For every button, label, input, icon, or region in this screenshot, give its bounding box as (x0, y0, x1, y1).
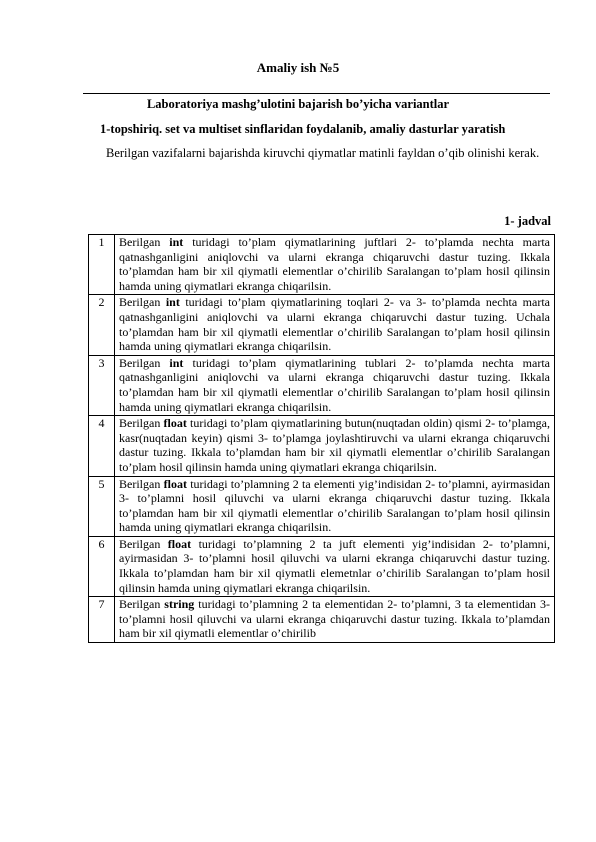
variants-table (88, 234, 555, 643)
row-description (115, 355, 555, 415)
row-description (115, 536, 555, 596)
row-description (115, 416, 555, 476)
row-type-keyword: string (164, 597, 195, 612)
row-text-start: Berilgan (119, 476, 164, 491)
table-row (89, 235, 555, 295)
row-text-start: Berilgan (119, 355, 170, 370)
row-description (115, 597, 555, 643)
row-type-keyword: int (169, 235, 184, 249)
row-text: turidagi to’plam qiymatlarining butun(nuqtadan oldin) qismi 2- to’plamga, kasr(nuqtadan keyin) qismi 3- to’plamga joylashtiruvchi va ularni ekranga chiqaruvchi dastur tuzing. Ikkala to’plamdan ham bir xil qiymatli elementlar o’chirilib Saralangan to’plam hosil qilinsin hamda uning qiymatlari ekranga chiqarilsin. (119, 416, 550, 474)
table-row (89, 597, 555, 643)
row-type-keyword: float (163, 416, 187, 431)
table-row (89, 416, 555, 476)
table-caption: 1- jadval (504, 214, 551, 228)
row-text-start: Berilgan (119, 235, 170, 249)
row-type-keyword: float (167, 536, 192, 551)
title-divider (83, 93, 550, 94)
row-number: 4 (89, 416, 115, 476)
row-text-start: Berilgan (119, 536, 168, 551)
row-number: 2 (89, 295, 115, 355)
row-text-start: Berilgan (119, 295, 166, 310)
row-number: 6 (89, 536, 115, 596)
row-number: 3 (89, 355, 115, 415)
row-description (115, 476, 555, 536)
table-row (89, 536, 555, 596)
row-text: turidagi to’plamning 2 ta elementidan 2- to’plamni, 3 ta elementidan 3- to’plamni hosil qiluvchi va ularni ekranga chiqaruvchi dastur tuzing. Ikkala to’plamdan ham bir xil qiymatli elementlar o’chirilib (119, 597, 550, 641)
table-row (89, 476, 555, 536)
row-text-start: Berilgan (119, 597, 165, 612)
row-text: turidagi to’plam qiymatlarining juftlari 2- to’plamda nechta marta qatnashganligini aniqlovchi va ularni ekranga chiqaruvchi dastur tuzing. Ikkala to’plamdan ham bir xil qiymatli elementlar o’chirilib Saralangan to’plam hosil qilinsin hamda uning qiymatlari ekranga chiqarilsin. (119, 235, 550, 293)
row-number: 1 (89, 235, 115, 295)
row-text: turidagi to’plam qiymatlarining tublari 2- to’plamda nechta marta qatnashganligini aniqlovchi va ularni ekranga chiqaruvchi dastur tuzing. Ikkala to’plamdan ham bir xil qiymatli elementlar o’chirilib Saralangan to’plam hosil qilinsin hamda uning qiymatlari ekranga chiqarilsin. (119, 355, 550, 414)
table-row (89, 355, 555, 415)
task-intro: Berilgan vazifalarni bajarishda kiruvchi qiymatlar matinli fayldan o’qib olinishi kerak. (106, 146, 540, 160)
row-type-keyword: int (165, 295, 180, 310)
page-title: Amaliy ish №5 (256, 60, 340, 75)
row-description (115, 235, 555, 295)
row-number: 7 (89, 597, 115, 643)
task-heading: 1-topshiriq. set va multiset sinflaridan foydalanib, amaliy dasturlar yaratish (100, 122, 506, 136)
row-type-keyword: int (169, 355, 184, 370)
page-subtitle: Laboratoriya mashg’ulotini bajarish bo’yicha variantlar (146, 97, 450, 111)
row-text: turidagi to’plamning 2 ta elementi yig’indisidan 2- to’plamni, ayirmasidan 3- to’plamni hosil qiluvchi va ularni ekranga chiqaruvchi dastur tuzing. Ikkala to’plamdan ham bir xil qiymatli elementlar o’chirilib Saralangan to’plam hosil qilinsin hamda uning qiymatlari ekranga chiqarilsin. (119, 476, 550, 535)
row-type-keyword: float (163, 476, 187, 491)
row-description (115, 295, 555, 355)
row-text: turidagi to’plam qiymatlarining toqlari 2- va 3- to’plamda nechta marta qatnashganligini aniqlovchi va ularni ekranga chiqaruvchi dastur tuzing. Uchala to’plamdan ham bir xil qiymatli elementlar o’chirilib Saralangan to’plam hosil qilinsin hamda uning qiymatlari ekranga chiqarilsin. (119, 295, 550, 354)
table-row (89, 295, 555, 355)
row-number: 5 (89, 476, 115, 536)
row-text: turidagi to’plamning 2 ta juft elementi yig’indisidan 2- to’plamni, ayirmasidan 3- to’plamni hosil qiluvchi va ularni ekranga chiqaruvchi dastur tuzing. Ikkala to’plamdan ham bir xil qiymatli elemetnlar o’chirilib Saralangan to’plam hosil qilinsin hamda uning qiymatlari ekranga chiqarilsin. (119, 536, 550, 595)
row-text-start: Berilgan (119, 416, 164, 431)
